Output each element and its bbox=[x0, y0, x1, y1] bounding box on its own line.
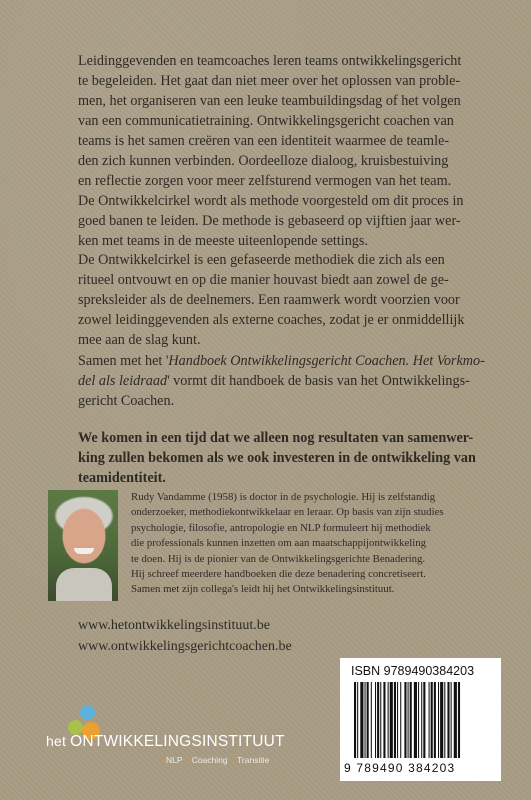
text-line bbox=[78, 351, 498, 371]
bio-line: Hij schreef meerdere handboeken die deze benadering concretiseert. bbox=[131, 568, 426, 581]
bullet-icon: • bbox=[186, 755, 190, 765]
bio-line: onderzoeker, methodiekontwikkelaar en leraar. Op basis van zijn studies bbox=[131, 506, 444, 519]
bio-line: Samen met zijn collega's leidt hij het Ontwikkelingsinstituut. bbox=[131, 583, 395, 596]
barcode-bar bbox=[360, 682, 363, 758]
barcode-bars bbox=[354, 682, 488, 762]
barcode-bar bbox=[365, 682, 366, 758]
tag-transitie: Transitie bbox=[237, 755, 270, 765]
barcode-bar bbox=[451, 682, 452, 758]
barcode-graphic bbox=[354, 682, 488, 762]
website-url: www.hetontwikkelingsinstituut.be bbox=[78, 618, 270, 633]
barcode-bar bbox=[458, 682, 460, 758]
text-run: Samen met het ' bbox=[78, 353, 169, 369]
isbn-barcode bbox=[340, 658, 501, 781]
author-shirt bbox=[56, 568, 112, 601]
text-line: gericht Coachen. bbox=[78, 393, 175, 409]
barcode-bar bbox=[371, 682, 372, 758]
barcode-bar bbox=[354, 682, 356, 758]
text-line: We komen in een tijd dat we alleen nog resultaten van samenwer- bbox=[78, 430, 474, 446]
publisher-logo bbox=[46, 700, 316, 770]
text-line: ritueel ontvouwt en op die manier houvast biedt aan zowel de ge- bbox=[78, 272, 449, 288]
barcode-bar bbox=[390, 682, 393, 758]
text-line: spreksleider als de deelnemers. Een raamwerk wordt voorzien voor bbox=[78, 292, 460, 308]
text-line: goed banen te leiden. De methode is gebaseerd op vijftien jaar wer- bbox=[78, 213, 461, 229]
text-line bbox=[78, 371, 498, 391]
text-line: teams is het samen creëren van een identiteit waarmee de teamle- bbox=[78, 133, 450, 149]
publisher-wordmark: ONTWIKKELINGSINSTITUUT bbox=[70, 733, 285, 750]
website-url: www.ontwikkelingsgerichtcoachen.be bbox=[78, 639, 292, 654]
bio-line: Rudy Vandamme (1958) is doctor in de psychologie. Hij is zelfstandig bbox=[131, 491, 436, 503]
barcode-bar bbox=[367, 682, 369, 758]
method-paragraph bbox=[78, 250, 498, 350]
barcode-bar bbox=[431, 682, 433, 758]
text-line: De Ontwikkelcirkel wordt als methode voorgesteld om dit proces in bbox=[78, 193, 464, 209]
barcode-bar bbox=[444, 682, 445, 758]
tag-nlp: NLP bbox=[165, 755, 183, 765]
barcode-bar bbox=[383, 682, 385, 758]
barcode-bar bbox=[440, 682, 443, 758]
text-line: teamidentiteit. bbox=[78, 470, 166, 486]
bio-line: die professionals kunnen inzetten om aan maatschappijontwikkeling bbox=[131, 537, 427, 550]
barcode-bar bbox=[400, 682, 401, 758]
barcode-bar bbox=[404, 682, 406, 758]
blue-dot bbox=[80, 705, 95, 720]
bullet-icon: • bbox=[232, 755, 236, 765]
barcode-bar bbox=[380, 682, 381, 758]
barcode-bar bbox=[418, 682, 419, 758]
barcode-bar bbox=[388, 682, 389, 758]
tag-coaching: Coaching bbox=[191, 755, 228, 765]
text-line: den zich kunnen verbinden. Oordeelloze dialoog, kruisbestuiving bbox=[78, 153, 449, 169]
barcode-bar bbox=[454, 682, 457, 758]
text-line: king zullen bekomen als we ook investeren in de ontwikkeling van bbox=[78, 450, 476, 466]
author-bio bbox=[131, 490, 506, 598]
barcode-bar bbox=[429, 682, 430, 758]
book-title-italic: del als leidraad bbox=[78, 373, 168, 389]
bio-line: psychologie, filosofie, antropologie en NLP formuleert hij methodiek bbox=[131, 521, 431, 534]
bio-line: te doen. Hij is de pionier van de Ontwikkelingsgerichte Benadering. bbox=[131, 552, 426, 565]
barcode-bar bbox=[408, 682, 409, 758]
barcode-bar bbox=[377, 682, 379, 758]
barcode-bar bbox=[414, 682, 417, 758]
barcode-bar bbox=[394, 682, 396, 758]
text-line: Leidinggevenden en teamcoaches leren teams ontwikkelingsgericht bbox=[78, 53, 462, 69]
author-smile bbox=[74, 548, 94, 554]
barcode-bar bbox=[410, 682, 412, 758]
text-line: zowel leidinggevenden als externe coaches, zodat je er onmiddellijk bbox=[78, 312, 465, 328]
website-list bbox=[78, 615, 292, 657]
bullet-icon: • bbox=[161, 755, 164, 765]
barcode-bar bbox=[397, 682, 398, 758]
publisher-tagline bbox=[159, 755, 269, 765]
publisher-name bbox=[46, 733, 285, 751]
barcode-bar bbox=[421, 682, 422, 758]
publisher-prefix: het bbox=[46, 733, 71, 749]
bold-statement bbox=[78, 428, 498, 488]
barcode-bar bbox=[438, 682, 439, 758]
barcode-bar bbox=[447, 682, 449, 758]
text-line: De Ontwikkelcirkel is een gefaseerde methodiek die zich als een bbox=[78, 252, 445, 268]
book-title-italic: Handboek Ontwikkelingsgericht Coachen. Het Vorkmo- bbox=[168, 353, 485, 369]
barcode-bar bbox=[357, 682, 358, 758]
isbn-label: ISBN 9789490384203 bbox=[351, 664, 475, 678]
handbook-paragraph bbox=[78, 351, 498, 411]
text-line: en reflectie zorgen voor meer zelfsturend vermogen van het team. bbox=[78, 173, 452, 189]
text-line: mee aan de slag kunt. bbox=[78, 332, 201, 348]
barcode-bar bbox=[423, 682, 425, 758]
text-line: men, het organiseren van een leuke teambuildingsdag of het volgen bbox=[78, 93, 461, 109]
barcode-digits: 9 789490 384203 bbox=[344, 761, 456, 775]
text-line: te begeleiden. Het gaat dan niet meer over het oplossen van proble- bbox=[78, 73, 461, 89]
text-line: van een communicatietraining. Ontwikkelingsgericht coachen van bbox=[78, 113, 454, 129]
text-line: ken met teams in de meeste uiteenlopende settings. bbox=[78, 233, 368, 249]
author-photo bbox=[48, 490, 118, 601]
intro-paragraph bbox=[78, 51, 498, 251]
text-run: ' vormt dit handboek de basis van het Ontwikkelings- bbox=[167, 373, 470, 389]
barcode-bar bbox=[434, 682, 436, 758]
barcode-bar bbox=[375, 682, 376, 758]
